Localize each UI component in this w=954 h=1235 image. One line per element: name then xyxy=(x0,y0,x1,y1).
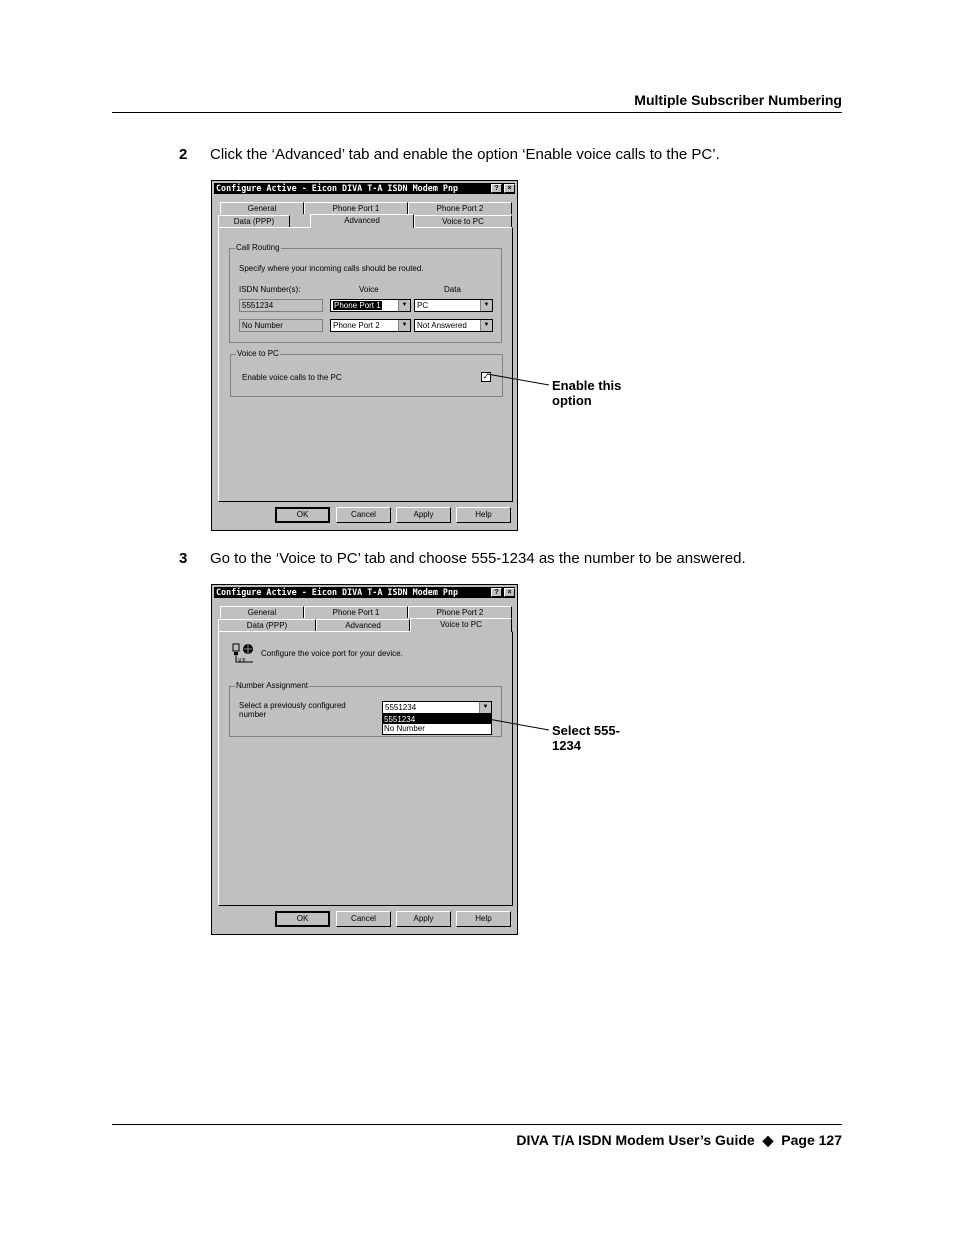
tab-phone-port-1[interactable]: Phone Port 1 xyxy=(304,202,408,214)
tab-panel xyxy=(218,227,513,502)
data-route-value: Not Answered xyxy=(417,321,467,330)
chevron-down-icon[interactable]: ▼ xyxy=(398,300,410,311)
data-column-header: Data xyxy=(444,285,461,294)
step-number: 2 xyxy=(179,146,188,163)
number-assignment-group xyxy=(229,681,502,737)
dialog-title: Configure Active - Eicon DIVA T-A ISDN Modem Pnp xyxy=(214,183,515,194)
svg-text:V.P.: V.P. xyxy=(238,658,247,664)
voice-column-header: Voice xyxy=(359,285,379,294)
voice-to-pc-group xyxy=(230,349,503,397)
tab-phone-port-2[interactable]: Phone Port 2 xyxy=(408,202,512,214)
isdn-number-field: 5551234 xyxy=(239,299,323,312)
cancel-button[interactable]: Cancel xyxy=(336,911,391,927)
data-route-value: PC xyxy=(417,301,429,310)
running-header: Multiple Subscriber Numbering xyxy=(634,92,842,108)
tab-voice-to-pc[interactable]: Voice to PC xyxy=(414,215,512,227)
help-title-button[interactable]: ? xyxy=(491,184,502,193)
voice-port-select[interactable] xyxy=(330,299,411,312)
list-item[interactable]: 5551234 xyxy=(383,715,491,724)
close-icon[interactable]: × xyxy=(504,184,515,193)
dialog-advanced xyxy=(211,180,518,531)
list-item[interactable]: No Number xyxy=(384,724,425,733)
group-title: Call Routing xyxy=(236,243,280,252)
callout-select: Select 555-1234 xyxy=(552,723,620,753)
help-button[interactable]: Help xyxy=(456,911,511,927)
tab-data-ppp[interactable]: Data (PPP) xyxy=(218,619,316,631)
tab-voice-to-pc[interactable]: Voice to PC xyxy=(410,618,512,632)
close-icon[interactable]: × xyxy=(504,588,515,597)
isdn-number-field: No Number xyxy=(239,319,323,332)
step-number: 3 xyxy=(179,550,188,567)
apply-button[interactable]: Apply xyxy=(396,507,451,523)
ok-button[interactable]: OK xyxy=(275,911,330,927)
voice-port-value: Phone Port 1 xyxy=(334,301,381,310)
phone-globe-icon xyxy=(231,643,257,665)
enable-voice-label: Enable voice calls to the PC xyxy=(242,373,342,382)
data-route-select[interactable] xyxy=(414,299,493,312)
check-icon: ✓ xyxy=(482,372,490,381)
header-rule xyxy=(112,112,842,113)
step-text: Click the ‘Advanced’ tab and enable the option ‘Enable voice calls to the PC’. xyxy=(210,146,720,163)
dialog-voice-to-pc xyxy=(211,584,518,935)
voice-port-select[interactable] xyxy=(330,319,411,332)
running-footer xyxy=(516,1132,842,1149)
apply-button[interactable]: Apply xyxy=(396,911,451,927)
ok-button[interactable]: OK xyxy=(275,507,330,523)
tab-phone-port-2[interactable]: Phone Port 2 xyxy=(408,606,512,618)
select-number-label: Select a previously configured number xyxy=(239,701,346,719)
callout-leader-line xyxy=(485,714,555,736)
page-number: Page 127 xyxy=(781,1132,842,1148)
group-title: Number Assignment xyxy=(236,681,309,690)
number-select[interactable] xyxy=(382,701,492,714)
voice-port-value: Phone Port 2 xyxy=(333,321,380,330)
number-dropdown-list xyxy=(382,714,492,735)
footer-rule xyxy=(112,1124,842,1125)
call-routing-group xyxy=(229,243,502,343)
chevron-down-icon[interactable]: ▼ xyxy=(479,702,491,713)
tab-data-ppp[interactable]: Data (PPP) xyxy=(218,215,290,227)
guide-title: DIVA T/A ISDN Modem User’s Guide xyxy=(516,1132,755,1148)
cancel-button[interactable]: Cancel xyxy=(336,507,391,523)
routing-instruction: Specify where your incoming calls should be routed. xyxy=(239,264,424,273)
callout-enable: Enable this option xyxy=(552,378,622,408)
group-title: Voice to PC xyxy=(237,349,279,358)
tab-phone-port-1[interactable]: Phone Port 1 xyxy=(304,606,408,618)
intro-text: Configure the voice port for your device. xyxy=(261,649,403,658)
help-title-button[interactable]: ? xyxy=(491,588,502,597)
isdn-column-header: ISDN Number(s): xyxy=(239,285,301,294)
chevron-down-icon[interactable]: ▼ xyxy=(480,300,492,311)
chevron-down-icon[interactable]: ▼ xyxy=(398,320,410,331)
diamond-icon: ◆ xyxy=(762,1132,774,1148)
step-text: Go to the ‘Voice to PC’ tab and choose 555-1234 as the number to be answered. xyxy=(210,550,746,567)
tab-advanced[interactable]: Advanced xyxy=(310,214,414,228)
callout-leader-line xyxy=(480,368,555,390)
help-button[interactable]: Help xyxy=(456,507,511,523)
chevron-down-icon[interactable]: ▼ xyxy=(480,320,492,331)
tab-general[interactable]: General xyxy=(220,202,304,214)
dialog-title: Configure Active - Eicon DIVA T-A ISDN Modem Pnp xyxy=(214,587,515,598)
tab-advanced[interactable]: Advanced xyxy=(316,619,410,631)
number-select-value: 5551234 xyxy=(385,703,417,712)
tab-general[interactable]: General xyxy=(220,606,304,618)
data-route-select[interactable] xyxy=(414,319,493,332)
tab-panel xyxy=(218,631,513,906)
